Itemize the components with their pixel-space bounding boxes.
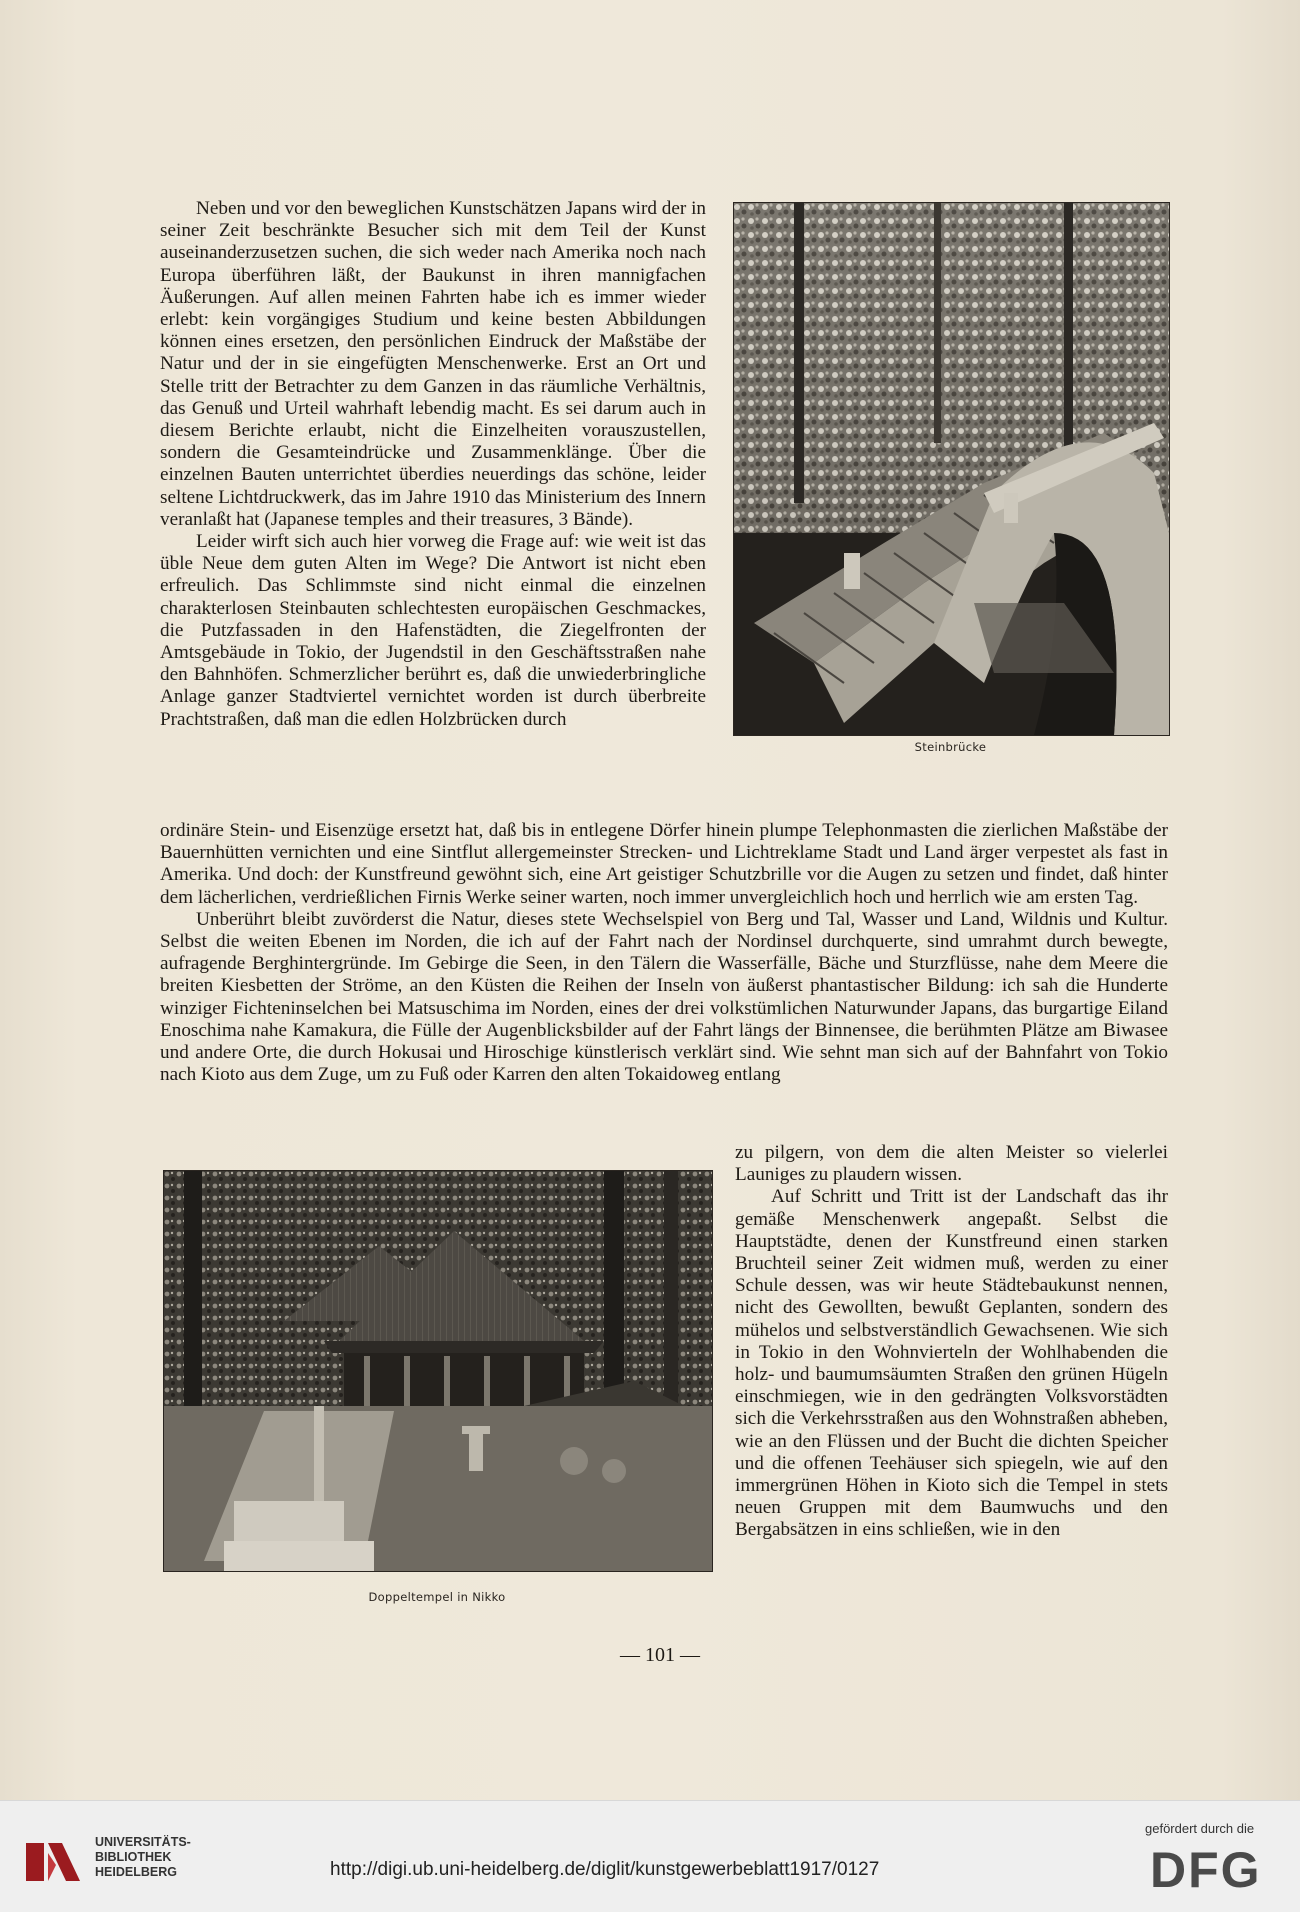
- library-name: UNIVERSITÄTS- BIBLIOTHEK HEIDELBERG: [95, 1835, 191, 1879]
- paragraph: Leider wirft sich auch hier vorweg die Frage auf: wie weit ist das üble Neue dem guten Alten im Wege? Die Antwort ist nicht eben erfreulich. Das Schlimmste sind nicht einmal die einzelnen charakterlosen Steinbauten schlechtesten europäischen Geschmackes, die Putzfassaden in den Hafenstädten, die Ziegelfronten der Amtsgebäude in Tokio, der Jugendstil in den Geschäftsstraßen nahe den Bahnhöfen. Schmerzlicher berührt es, daß die unwiederbringliche Anlage ganzer Stadtviertel vernichtet worden ist durch überbreite Prachtstraßen, daß man die edlen Holzbrücken durch: [160, 531, 706, 730]
- university-library-logo-icon: [22, 1837, 84, 1887]
- paragraph: ordinäre Stein- und Eisenzüge ersetzt hat, daß bis in entlegene Dörfer hinein plumpe Telephonmasten die zierlichen Maßstäbe der Bauernhütten vernichten und eine Sintflut allergemeinster Strecken- und Lichtreklame Stadt und Land ärger verpestet als fast in Amerika. Und doch: der Kunstfreund gewöhnt sich, eine Art geistiger Schutzbrille vor die Augen zu setzen und findet, daß hinter dem lächerlichen, verdrießlichen Firnis Werke seiner warten, noch immer unvergleichlich hoch und herrlich wie am ersten Tag.: [160, 820, 1168, 908]
- text-column-top: [160, 198, 706, 731]
- page-number: — 101 —: [620, 1644, 700, 1666]
- dfg-logo: DFG: [1150, 1842, 1262, 1898]
- temple-photo: [163, 1170, 713, 1572]
- permalink-url[interactable]: http://digi.ub.uni-heidelberg.de/diglit/kunstgewerbeblatt1917/0127: [330, 1859, 880, 1880]
- paragraph: zu pilgern, von dem die alten Meister so vielerlei Launiges zu plaudern wissen.: [735, 1142, 1168, 1186]
- double-temple-image: [164, 1171, 712, 1571]
- viewer-footer: [0, 1800, 1300, 1912]
- text-column-right: [735, 1142, 1168, 1542]
- text-full-width: [160, 820, 1168, 1086]
- paragraph: Auf Schritt und Tritt ist der Landschaft das ihr gemäße Menschenwerk angepaßt. Selbst die Hauptstädte, denen der Kunstfreund einen starken Bruchteil seiner Zeit widmen muß, werden zu einer Schule dessen, was wir heute Städtebaukunst nennen, nicht des Gewollten, bewußt Geplanten, sondern des mühelos und selbstverständlich Gewachsenen. Wie sich in Tokio in den Wohnvierteln der Wohlhabenden die holz- und baumumsäumten Straßen den grünen Hügeln einschmiegen, wie in den gedrängten Volksvorstädten sich die Verkehrsstraßen aus den Wohnstraßen abheben, wie an den Flüssen und der Bucht die dichten Speicher und die offenen Teehäuser sich spiegeln, wie auf den immergrünen Höhen in Kioto sich die Tempel in stets neuen Gruppen mit dem Baumwuchs und den Bergabsätzen in eins schließen, wie in den: [735, 1186, 1168, 1541]
- stone-bridge-image: [734, 203, 1169, 735]
- temple-caption: Doppeltempel in Nikko: [368, 1590, 506, 1604]
- funding-note: gefördert durch die: [1145, 1821, 1255, 1836]
- paragraph: Neben und vor den beweglichen Kunstschätzen Japans wird der in seiner Zeit beschränkte Besucher sich mit dem Teil der Kunst auseinanderzusetzen suchen, die sich weder nach Amerika noch nach Europa überführen läßt, der Baukunst in ihren mannigfachen Äußerungen. Auf allen meinen Fahrten habe ich es immer wieder erlebt: kein vorgängiges Studium und keine besten Abbildungen können eines ersetzen, den persönlichen Eindruck der Maßstäbe der Natur und der in sie eingefügten Menschenwerke. Erst an Ort und Stelle tritt der Betrachter zu dem Ganzen in das räumliche Verhältnis, das Genuß und Urteil wahrhaft lebendig macht. Es sei darum auch in diesem Berichte erlaubt, nicht die Einzelheiten vorauszustellen, sondern die Gesamteindrücke und Zusammenklänge. Über die einzelnen Bauten unterrichtet überdies neuerdings das schöne, leider seltene Lichtdruckwerk, das im Jahre 1910 das Ministerium des Innern veranlaßt hat (Japanese temples and their treasures, 3 Bände).: [160, 198, 706, 530]
- bridge-caption: Steinbrücke: [914, 740, 987, 754]
- bridge-photo: [733, 202, 1170, 736]
- paragraph: Unberührt bleibt zuvörderst die Natur, dieses stete Wechselspiel von Berg und Tal, Wasser und Land, Wildnis und Kultur. Selbst die weiten Ebenen im Norden, die ich auf der Fahrt nach der Nordinsel durchquerte, sind umrahmt durch bewegte, aufragende Berghintergründe. Im Gebirge die Seen, in den Tälern die Wasserfälle, Bäche und Sturzflüsse, nahe dem Meere die breiten Kiesbetten der Ströme, an den Küsten die Reihen der Inseln von äußerst phantastischer Bildung: ich sah die Hunderte winziger Fichteninselchen bei Matsuschima im Norden, eines der drei volkstümlichen Naturwunder Japans, das burgartige Eiland Enoschima nahe Kamakura, die Fülle der Augenblicksbilder auf der Fahrt längs der Binnensee, die berühmten Plätze am Biwasee und andere Orte, die durch Hokusai und Hiroschige künstlerisch verklärt sind. Wie sehnt man sich auf der Bahnfahrt von Tokio nach Kioto aus dem Zuge, um zu Fuß oder Karren den alten Tokaidoweg entlang: [160, 908, 1168, 1086]
